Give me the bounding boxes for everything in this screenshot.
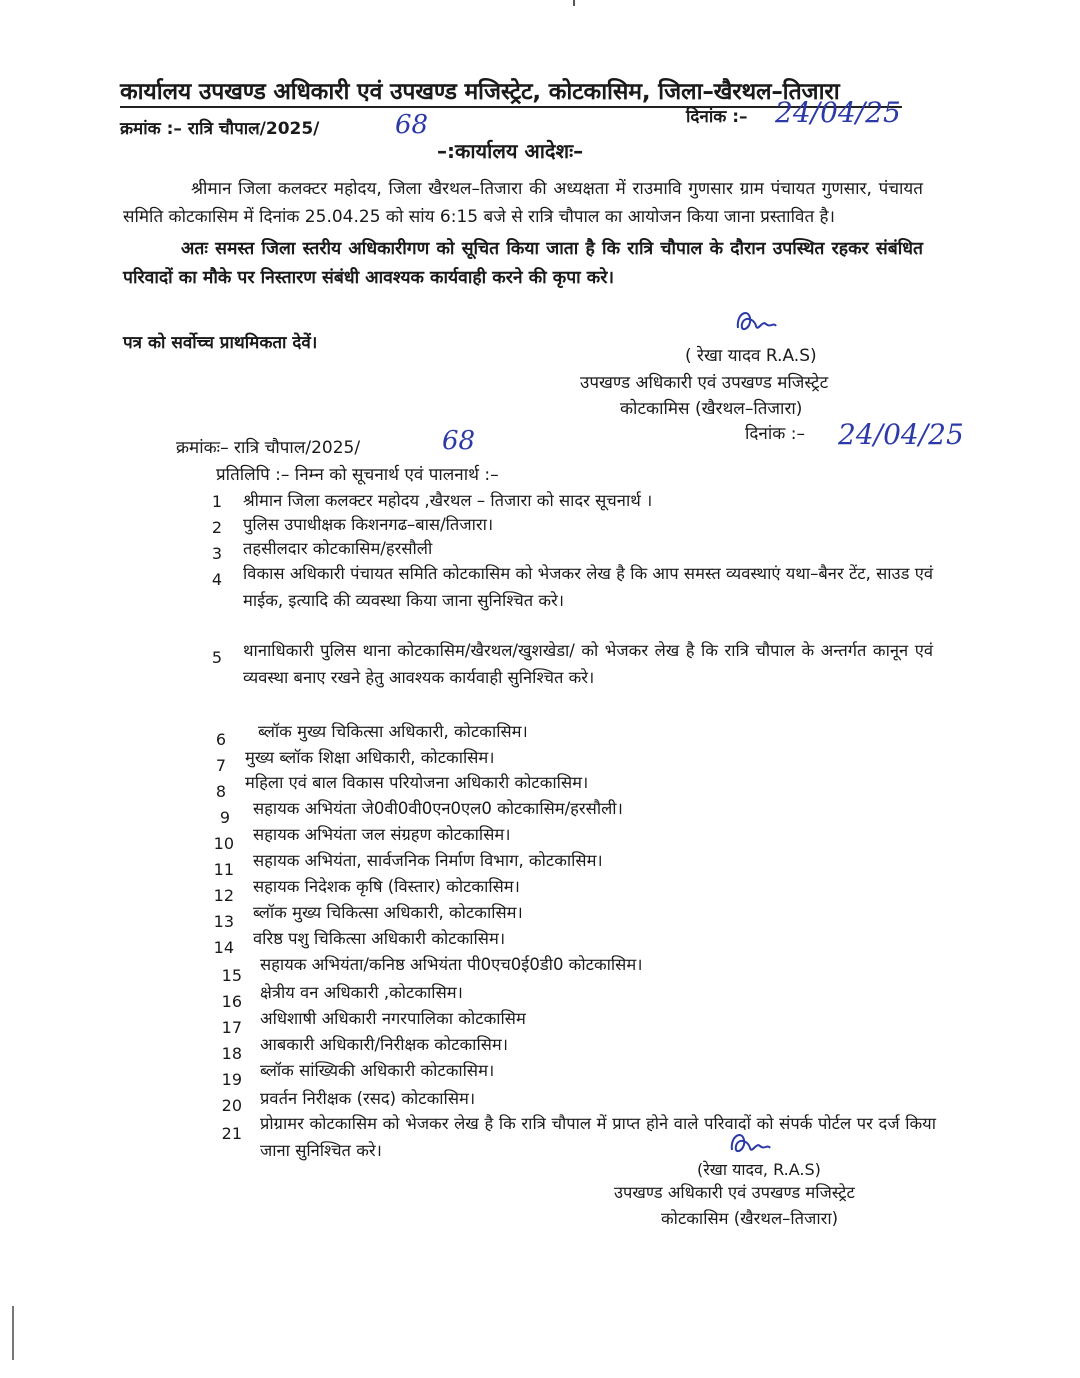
- list-number: 2: [211, 518, 222, 537]
- order-paragraph-2: अतः समस्त जिला स्तरीय अधिकारीगण को सूचित किया जाता है कि रात्रि चौपाल के दौरान उपस्थित रहकर संबंधित परिवादों का मौके पर निस्तारण संबंधी आवश्यक कार्यवाही करने की कृपा करे।: [123, 239, 923, 288]
- list-number: 17: [221, 1018, 242, 1037]
- signatory-name-1: ( रेखा यादव R.A.S): [685, 346, 817, 366]
- signatory-name-2: (रेखा यादव, R.A.S): [697, 1160, 821, 1179]
- list-number: 19: [221, 1070, 242, 1089]
- list-item: क्षेत्रीय वन अधिकारी ,कोटकासिम।: [260, 983, 463, 1002]
- list-item: आबकारी अधिकारी/निरीक्षक कोटकासिम।: [260, 1035, 509, 1054]
- copy-ref-label: क्रमांकः– रात्रि चौपाल/2025/: [176, 438, 361, 458]
- list-number: 7: [215, 756, 226, 775]
- list-number: 21: [221, 1124, 242, 1143]
- list-number: 16: [221, 992, 242, 1011]
- list-item: तहसीलदार कोटकासिम/हरसौली: [243, 539, 433, 558]
- scan-mark-top: [573, 0, 575, 6]
- list-item: सहायक अभियंता जल संग्रहण कोटकासिम।: [253, 825, 511, 844]
- list-number: 6: [215, 730, 226, 749]
- list-number: 14: [213, 938, 234, 957]
- list-number: 4: [211, 570, 222, 589]
- signatory-place-2: कोटकासिम (खैरथल–तिजारा): [661, 1209, 839, 1228]
- list-item: महिला एवं बाल विकास परियोजना अधिकारी कोटकासिम।: [245, 773, 589, 792]
- signature-initials-2: [732, 1134, 733, 1135]
- list-item: श्रीमान जिला कलक्टर महोदय ,खैरथल – तिजारा को सादर सूचनार्थ ।: [243, 491, 653, 510]
- list-number: 8: [215, 782, 226, 801]
- list-item: सहायक निदेशक कृषि (विस्तार) कोटकासिम।: [253, 877, 520, 896]
- list-item: प्रवर्तन निरीक्षक (रसद) कोटकासिम।: [260, 1089, 476, 1108]
- copy-date-label: दिनांक :–: [745, 424, 805, 444]
- list-item: थानाधिकारी पुलिस थाना कोटकासिम/खैरथल/खुशखेडा/ को भेजकर लेख है कि रात्रि चौपाल के अन्तर्गत कानून एवं व्यवस्था बनाए रखने हेतु आवश्यक कार्यवाही सुनिश्चित करे।: [243, 641, 933, 687]
- list-number: 15: [221, 966, 242, 985]
- ref-number-handwritten: 68: [395, 110, 429, 140]
- list-item: वरिष्ठ पशु चिकित्सा अधिकारी कोटकासिम।: [253, 929, 506, 948]
- list-number: 5: [211, 648, 222, 667]
- list-number: 18: [221, 1044, 242, 1063]
- list-item: विकास अधिकारी पंचायत समिति कोटकासिम को भेजकर लेख है कि आप समस्त व्यवस्थाएं यथा–बैनर टेंट, साउड एवं माईक, इत्यादि की व्यवस्था किया जाना सुनिश्चित करे।: [243, 564, 933, 610]
- copy-intro: प्रतिलिपि :– निम्न को सूचनार्थ एवं पालनार्थ :–: [216, 465, 499, 485]
- list-item: प्रोग्रामर कोटकासिम को भेजकर लेख है कि रात्रि चौपाल में प्राप्त होने वाले परिवादों को संपर्क पोर्टल पर दर्ज किया जाना सुनिश्चित करे।: [260, 1114, 936, 1160]
- list-item: ब्लॉक मुख्य चिकित्सा अधिकारी, कोटकासिम।: [258, 722, 528, 741]
- order-paragraph-1: श्रीमान जिला कलक्टर महोदय, जिला खैरथल–तिजारा की अध्यक्षता में राउमावि गुणसार ग्राम पंचायत गुणसार, पंचायत समिति कोटकासिम में दिनांक 25.04.25 को सांय 6:15 बजे से रात्रि चौपाल का आयोजन किया जाना प्रस्तावित है।: [123, 179, 923, 227]
- list-item: अधिशाषी अधिकारी नगरपालिका कोटकासिम: [260, 1009, 526, 1028]
- list-item: मुख्य ब्लॉक शिक्षा अधिकारी, कोटकासिम।: [245, 748, 495, 767]
- order-title: –:कार्यालय आदेशः–: [437, 139, 584, 163]
- date-handwritten: 24/04/25: [775, 96, 901, 129]
- office-header: कार्यालय उपखण्ड अधिकारी एवं उपखण्ड मजिस्ट्रेट, कोटकासिम, जिला–खैरथल–तिजारा: [120, 79, 840, 105]
- date-label: दिनांक :–: [686, 107, 748, 127]
- list-item: सहायक अभियंता, सार्वजनिक निर्माण विभाग, कोटकासिम।: [253, 851, 603, 870]
- list-number: 10: [213, 834, 234, 853]
- list-number: 12: [213, 886, 234, 905]
- signatory-place-1: कोटकामिस (खैरथल–तिजारा): [620, 399, 803, 419]
- list-item: पुलिस उपाधीक्षक किशनगढ–बास/तिजारा।: [243, 515, 494, 534]
- signature-mark-1: [732, 306, 780, 346]
- list-number: 1: [211, 492, 222, 511]
- list-item: ब्लॉक सांख्यिकी अधिकारी कोटकासिम।: [260, 1061, 495, 1080]
- priority-note: पत्र को सर्वोच्च प्राथमिकता देवें।: [123, 333, 318, 353]
- list-number: 13: [213, 912, 234, 931]
- copy-date-handwritten: 24/04/25: [838, 418, 964, 451]
- list-number: 20: [221, 1096, 242, 1115]
- list-item: सहायक अभियंता जे0वी0वी0एन0एल0 कोटकासिम/हरसौली।: [253, 799, 623, 818]
- ref-label: क्रमांक :– रात्रि चौपाल/2025/: [120, 119, 320, 139]
- list-item: ब्लॉक मुख्य चिकित्सा अधिकारी, कोटकासिम।: [253, 903, 523, 922]
- list-number: 3: [211, 544, 222, 563]
- signatory-designation-2: उपखण्ड अधिकारी एवं उपखण्ड मजिस्ट्रेट: [614, 1183, 855, 1202]
- copy-ref-number-handwritten: 68: [442, 426, 476, 456]
- list-number: 9: [219, 808, 230, 827]
- signatory-designation-1: उपखण्ड अधिकारी एवं उपखण्ड मजिस्ट्रेट: [580, 373, 829, 393]
- scan-mark-left: [12, 1306, 14, 1360]
- signature-initials-1: [738, 310, 739, 311]
- list-item: सहायक अभियंता/कनिष्ठ अभियंता पी0एच0ई0डी0 कोटकासिम।: [260, 955, 643, 974]
- list-number: 11: [213, 860, 234, 879]
